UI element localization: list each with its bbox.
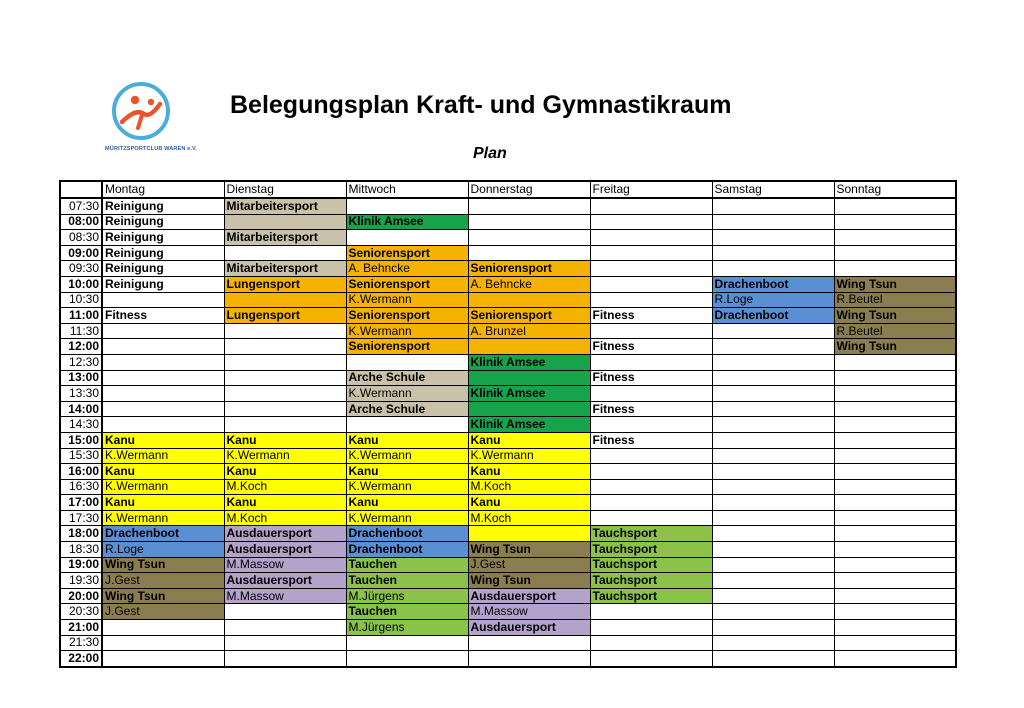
schedule-cell: Seniorensport [468, 261, 590, 277]
schedule-cell [834, 230, 956, 246]
schedule-cell [224, 339, 346, 355]
schedule-cell: K.Wermann [468, 448, 590, 464]
schedule-cell [712, 635, 834, 651]
table-row [60, 245, 956, 261]
schedule-cell: Ausdauersport [468, 588, 590, 604]
table-row [60, 323, 956, 339]
time-cell: 21:30 [60, 635, 102, 651]
schedule-cell [712, 214, 834, 230]
schedule-cell [224, 635, 346, 651]
table-row [60, 557, 956, 573]
schedule-cell: Ausdauersport [224, 573, 346, 589]
schedule-cell: K.Wermann [346, 448, 468, 464]
schedule-cell [712, 370, 834, 386]
schedule-cell [834, 588, 956, 604]
table-row [60, 308, 956, 324]
schedule-cell [834, 620, 956, 636]
table-row [60, 432, 956, 448]
schedule-cell: Wing Tsun [468, 542, 590, 558]
time-cell: 21:00 [60, 620, 102, 636]
day-header: Dienstag [224, 181, 346, 198]
schedule-cell [834, 557, 956, 573]
table-row [60, 573, 956, 589]
schedule-cell: Kanu [346, 464, 468, 480]
schedule-cell: Wing Tsun [468, 573, 590, 589]
schedule-cell: M.Jürgens [346, 620, 468, 636]
schedule-cell [102, 323, 224, 339]
table-row [60, 526, 956, 542]
table-row [60, 651, 956, 667]
time-cell: 10:30 [60, 292, 102, 308]
schedule-cell: Kanu [468, 432, 590, 448]
schedule-cell: Seniorensport [346, 245, 468, 261]
schedule-cell [712, 354, 834, 370]
schedule-cell [224, 386, 346, 402]
schedule-cell: A. Behncke [468, 276, 590, 292]
schedule-cell: K.Wermann [346, 386, 468, 402]
table-row [60, 448, 956, 464]
schedule-cell: Drachenboot [346, 526, 468, 542]
schedule-cell: Kanu [224, 432, 346, 448]
schedule-cell [468, 401, 590, 417]
schedule-cell: Tauchsport [590, 557, 712, 573]
schedule-cell: K.Wermann [346, 292, 468, 308]
schedule-cell: Reinigung [102, 245, 224, 261]
schedule-cell [590, 245, 712, 261]
schedule-cell: Drachenboot [102, 526, 224, 542]
table-row [60, 276, 956, 292]
header-row [60, 181, 956, 198]
schedule-cell [468, 214, 590, 230]
day-header: Sonntag [834, 181, 956, 198]
table-row [60, 214, 956, 230]
schedule-cell [468, 370, 590, 386]
schedule-cell [590, 276, 712, 292]
schedule-cell [102, 292, 224, 308]
schedule-cell: J.Gest [102, 604, 224, 620]
schedule-cell: Seniorensport [468, 308, 590, 324]
table-row [60, 495, 956, 511]
schedule-cell [712, 557, 834, 573]
time-cell: 11:30 [60, 323, 102, 339]
schedule-cell [834, 261, 956, 277]
time-cell: 17:30 [60, 510, 102, 526]
schedule-cell: Reinigung [102, 230, 224, 246]
time-cell: 14:00 [60, 401, 102, 417]
schedule-cell [346, 198, 468, 214]
schedule-cell [468, 230, 590, 246]
schedule-cell: Klinik Amsee [468, 354, 590, 370]
schedule-cell: Tauchen [346, 604, 468, 620]
schedule-cell [102, 620, 224, 636]
schedule-cell [834, 417, 956, 433]
schedule-cell [102, 401, 224, 417]
schedule-cell [590, 448, 712, 464]
schedule-cell [590, 198, 712, 214]
schedule-cell: M.Koch [468, 479, 590, 495]
schedule-cell: Lungensport [224, 308, 346, 324]
schedule-cell [224, 417, 346, 433]
schedule-cell: Seniorensport [346, 308, 468, 324]
schedule-cell: A. Behncke [346, 261, 468, 277]
schedule-cell: Kanu [102, 432, 224, 448]
schedule-cell: Seniorensport [346, 339, 468, 355]
schedule-cell: Tauchsport [590, 542, 712, 558]
time-cell: 20:30 [60, 604, 102, 620]
schedule-cell [712, 198, 834, 214]
schedule-cell: Arche Schule [346, 401, 468, 417]
schedule-cell: K.Wermann [346, 510, 468, 526]
schedule-cell [590, 230, 712, 246]
time-cell: 14:30 [60, 417, 102, 433]
schedule-cell [712, 230, 834, 246]
schedule-cell [346, 417, 468, 433]
table-row [60, 401, 956, 417]
day-header: Samstag [712, 181, 834, 198]
table-row [60, 542, 956, 558]
schedule-cell: Klinik Amsee [468, 417, 590, 433]
table-row [60, 510, 956, 526]
schedule-cell: Wing Tsun [102, 557, 224, 573]
schedule-cell: Mitarbeitersport [224, 198, 346, 214]
schedule-cell: Tauchen [346, 557, 468, 573]
table-row [60, 198, 956, 214]
time-cell: 09:30 [60, 261, 102, 277]
schedule-cell [834, 198, 956, 214]
schedule-cell [834, 214, 956, 230]
club-logo-icon [78, 78, 228, 148]
schedule-cell [712, 401, 834, 417]
schedule-cell: M.Massow [224, 557, 346, 573]
time-cell: 11:00 [60, 308, 102, 324]
schedule-cell [224, 620, 346, 636]
schedule-cell [102, 386, 224, 402]
schedule-cell [590, 261, 712, 277]
table-row [60, 417, 956, 433]
schedule-cell: Kanu [102, 464, 224, 480]
schedule-cell: Kanu [346, 495, 468, 511]
schedule-cell: Kanu [102, 495, 224, 511]
time-cell: 18:00 [60, 526, 102, 542]
schedule-cell [346, 230, 468, 246]
corner-cell [60, 181, 102, 198]
time-cell: 12:00 [60, 339, 102, 355]
day-header: Montag [102, 181, 224, 198]
page-title: Belegungsplan Kraft- und Gymnastikraum [230, 91, 732, 119]
schedule-cell: K.Wermann [102, 510, 224, 526]
schedule-cell [102, 354, 224, 370]
time-cell: 22:00 [60, 651, 102, 667]
schedule-cell [834, 573, 956, 589]
time-cell: 15:30 [60, 448, 102, 464]
schedule-cell [834, 604, 956, 620]
schedule-cell [712, 339, 834, 355]
schedule-cell: M.Koch [224, 510, 346, 526]
time-cell: 13:00 [60, 370, 102, 386]
schedule-cell [590, 386, 712, 402]
schedule-cell [834, 464, 956, 480]
schedule-cell [712, 386, 834, 402]
schedule-table [59, 180, 957, 668]
schedule-cell [712, 588, 834, 604]
schedule-cell [834, 448, 956, 464]
schedule-cell [834, 401, 956, 417]
schedule-cell [346, 651, 468, 667]
schedule-cell: R.Beutel [834, 292, 956, 308]
time-cell: 13:30 [60, 386, 102, 402]
schedule-cell [712, 604, 834, 620]
schedule-cell [102, 635, 224, 651]
schedule-cell [346, 635, 468, 651]
schedule-cell [834, 432, 956, 448]
schedule-cell: Reinigung [102, 261, 224, 277]
schedule-cell [834, 526, 956, 542]
schedule-cell: Lungensport [224, 276, 346, 292]
schedule-cell [712, 620, 834, 636]
schedule-cell: Wing Tsun [834, 339, 956, 355]
schedule-cell: Klinik Amsee [468, 386, 590, 402]
time-cell: 16:00 [60, 464, 102, 480]
schedule-cell: Mitarbeitersport [224, 230, 346, 246]
table-row [60, 464, 956, 480]
schedule-cell [834, 245, 956, 261]
schedule-cell: Kanu [224, 495, 346, 511]
schedule-cell: A. Brunzel [468, 323, 590, 339]
schedule-cell [468, 245, 590, 261]
schedule-cell [102, 417, 224, 433]
day-header: Freitag [590, 181, 712, 198]
schedule-cell [102, 370, 224, 386]
schedule-cell [590, 651, 712, 667]
time-cell: 18:30 [60, 542, 102, 558]
schedule-cell [224, 292, 346, 308]
schedule-cell: Ausdauersport [224, 542, 346, 558]
schedule-cell [712, 323, 834, 339]
schedule-cell: M.Massow [468, 604, 590, 620]
schedule-cell [590, 635, 712, 651]
schedule-cell: Reinigung [102, 198, 224, 214]
schedule-cell [834, 542, 956, 558]
schedule-cell [346, 354, 468, 370]
table-row [60, 386, 956, 402]
schedule-cell [468, 526, 590, 542]
schedule-cell: Tauchsport [590, 588, 712, 604]
schedule-cell [834, 495, 956, 511]
schedule-cell [834, 354, 956, 370]
time-cell: 12:30 [60, 354, 102, 370]
table-row [60, 604, 956, 620]
schedule-cell [712, 510, 834, 526]
schedule-cell: R.Loge [102, 542, 224, 558]
schedule-cell [590, 479, 712, 495]
schedule-cell: M.Koch [224, 479, 346, 495]
schedule-cell: Ausdauersport [468, 620, 590, 636]
table-row [60, 370, 956, 386]
schedule-cell: Tauchsport [590, 526, 712, 542]
schedule-cell [712, 245, 834, 261]
schedule-cell [224, 370, 346, 386]
time-cell: 07:30 [60, 198, 102, 214]
schedule-cell [834, 635, 956, 651]
schedule-cell [224, 604, 346, 620]
schedule-cell [834, 479, 956, 495]
schedule-cell: R.Loge [712, 292, 834, 308]
schedule-cell [102, 651, 224, 667]
schedule-cell: Kanu [468, 464, 590, 480]
schedule-cell: Kanu [346, 432, 468, 448]
schedule-cell [712, 526, 834, 542]
schedule-cell [590, 214, 712, 230]
schedule-cell [834, 510, 956, 526]
schedule-cell: K.Wermann [102, 448, 224, 464]
schedule-cell: Kanu [468, 495, 590, 511]
table-row [60, 354, 956, 370]
schedule-cell: Tauchsport [590, 573, 712, 589]
schedule-cell [468, 198, 590, 214]
schedule-cell: Mitarbeitersport [224, 261, 346, 277]
schedule-cell: Tauchen [346, 573, 468, 589]
time-cell: 19:30 [60, 573, 102, 589]
schedule-cell: J.Gest [102, 573, 224, 589]
schedule-cell: Fitness [590, 401, 712, 417]
time-cell: 16:30 [60, 479, 102, 495]
schedule-cell: Wing Tsun [834, 276, 956, 292]
schedule-cell: Fitness [590, 339, 712, 355]
time-cell: 08:00 [60, 214, 102, 230]
schedule-cell: R.Beutel [834, 323, 956, 339]
table-row [60, 261, 956, 277]
schedule-cell [712, 432, 834, 448]
schedule-cell: Drachenboot [712, 308, 834, 324]
schedule-cell: Kanu [224, 464, 346, 480]
day-header: Mittwoch [346, 181, 468, 198]
table-row [60, 479, 956, 495]
schedule-cell: Fitness [590, 370, 712, 386]
time-cell: 08:30 [60, 230, 102, 246]
schedule-cell [834, 370, 956, 386]
schedule-cell: M.Massow [224, 588, 346, 604]
schedule-cell: K.Wermann [102, 479, 224, 495]
schedule-cell: M.Koch [468, 510, 590, 526]
table-row [60, 230, 956, 246]
schedule-cell [590, 510, 712, 526]
schedule-cell: Drachenboot [346, 542, 468, 558]
schedule-cell: Fitness [590, 432, 712, 448]
schedule-cell [468, 651, 590, 667]
schedule-cell [590, 620, 712, 636]
table-row [60, 339, 956, 355]
schedule-cell [224, 214, 346, 230]
schedule-cell [590, 354, 712, 370]
schedule-cell: K.Wermann [224, 448, 346, 464]
schedule-cell: Arche Schule [346, 370, 468, 386]
schedule-cell [468, 635, 590, 651]
schedule-cell [712, 417, 834, 433]
day-header: Donnerstag [468, 181, 590, 198]
schedule-cell: Seniorensport [346, 276, 468, 292]
schedule-cell [712, 448, 834, 464]
club-logo-text: MÜRITZSPORTCLUB WAREN e.V. [105, 146, 197, 152]
schedule-cell: Reinigung [102, 214, 224, 230]
schedule-cell [712, 651, 834, 667]
schedule-cell [712, 495, 834, 511]
schedule-cell: Klinik Amsee [346, 214, 468, 230]
schedule-cell [590, 604, 712, 620]
schedule-cell [712, 573, 834, 589]
page-subtitle: Plan [473, 145, 507, 162]
table-row [60, 588, 956, 604]
schedule-cell: Fitness [590, 308, 712, 324]
schedule-cell: K.Wermann [346, 479, 468, 495]
schedule-cell: J.Gest [468, 557, 590, 573]
schedule-cell: Wing Tsun [834, 308, 956, 324]
schedule-cell [834, 386, 956, 402]
time-cell: 10:00 [60, 276, 102, 292]
schedule-cell [224, 323, 346, 339]
schedule-cell [590, 417, 712, 433]
schedule-cell [712, 261, 834, 277]
time-cell: 20:00 [60, 588, 102, 604]
schedule-cell: Drachenboot [712, 276, 834, 292]
schedule-cell [224, 245, 346, 261]
schedule-cell: M.Jürgens [346, 588, 468, 604]
schedule-cell [590, 464, 712, 480]
schedule-cell: Fitness [102, 308, 224, 324]
schedule-cell [468, 292, 590, 308]
schedule-cell [102, 339, 224, 355]
schedule-cell [712, 479, 834, 495]
schedule-cell: Reinigung [102, 276, 224, 292]
schedule-cell [712, 464, 834, 480]
time-cell: 17:00 [60, 495, 102, 511]
schedule-cell [834, 651, 956, 667]
schedule-cell [590, 292, 712, 308]
schedule-cell [224, 651, 346, 667]
schedule-cell [590, 495, 712, 511]
schedule-cell: Ausdauersport [224, 526, 346, 542]
schedule-cell [712, 542, 834, 558]
schedule-cell: K.Wermann [346, 323, 468, 339]
schedule-cell [224, 401, 346, 417]
schedule-cell: Wing Tsun [102, 588, 224, 604]
schedule-cell [224, 354, 346, 370]
time-cell: 09:00 [60, 245, 102, 261]
table-row [60, 292, 956, 308]
table-row [60, 635, 956, 651]
schedule-cell [468, 339, 590, 355]
table-row [60, 620, 956, 636]
schedule-cell [590, 323, 712, 339]
time-cell: 19:00 [60, 557, 102, 573]
time-cell: 15:00 [60, 432, 102, 448]
